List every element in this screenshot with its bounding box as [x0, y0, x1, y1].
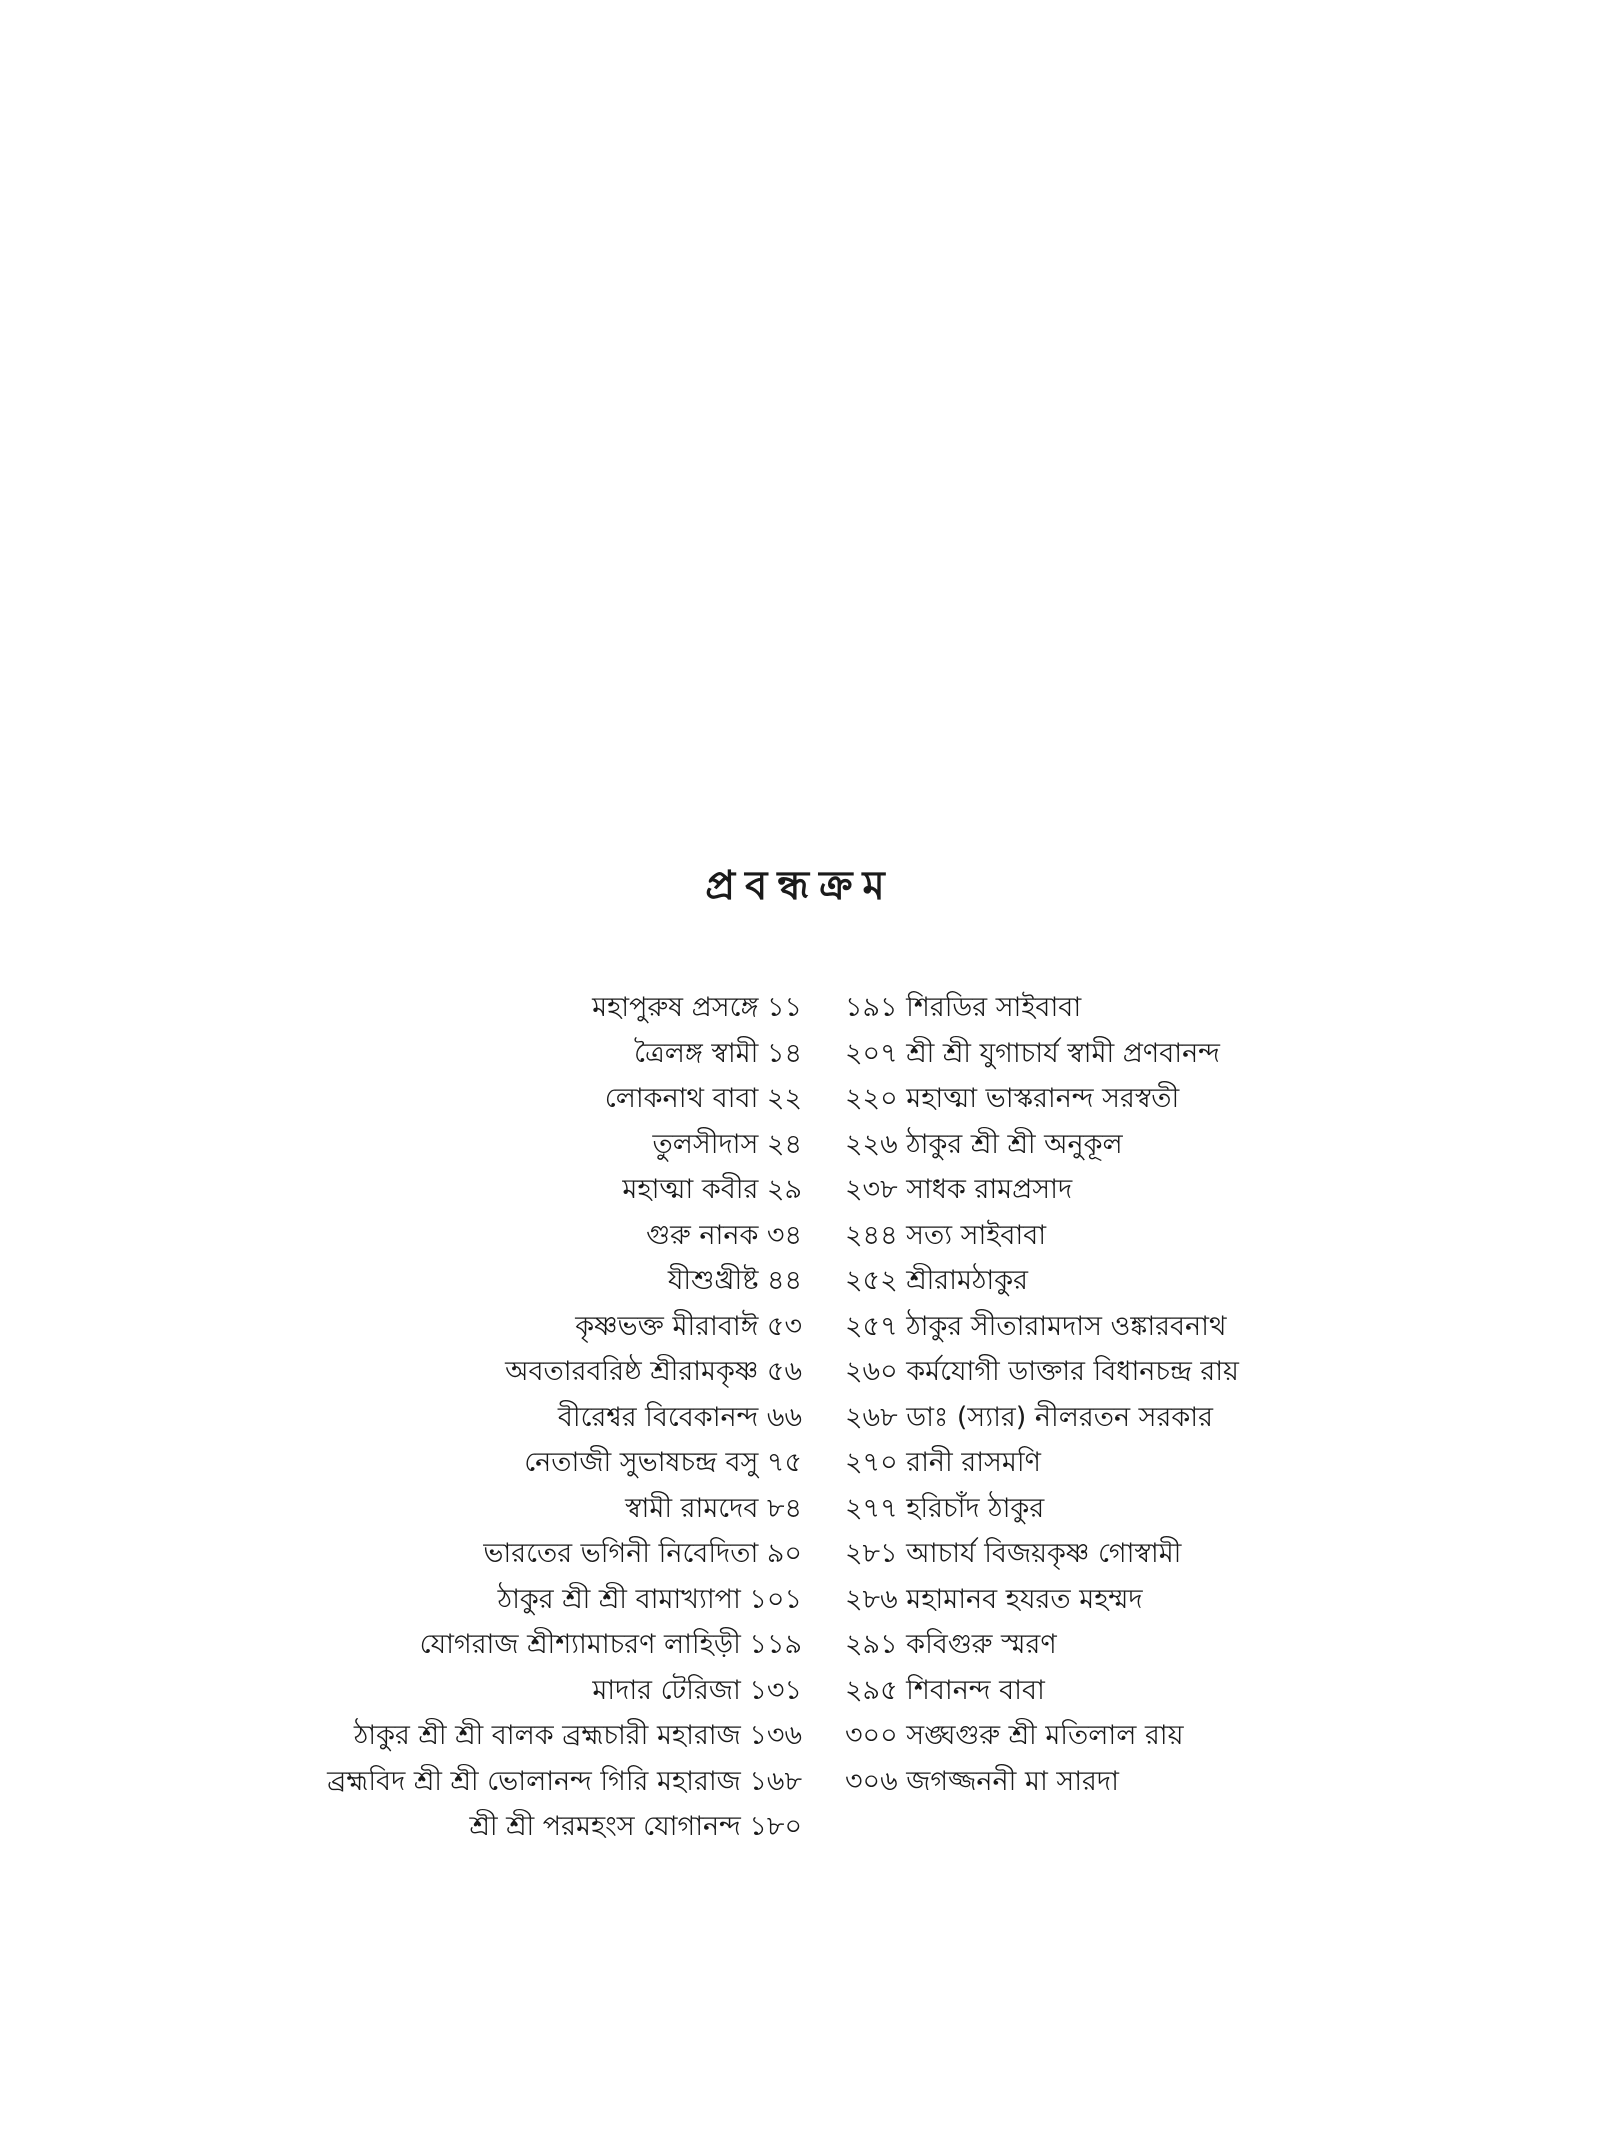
toc-entry: স্বামী রামদেব ৮৪ [625, 1492, 802, 1524]
toc-entry: কৃষ্ণভক্ত মীরাবাঈ ৫৩ [575, 1310, 802, 1342]
toc-entry: ২৩৮ সাধক রামপ্রসাদ [845, 1174, 1073, 1205]
toc-entry: ২৫২ শ্রীরামঠাকুর [845, 1265, 1028, 1296]
toc-entry: ২৬৮ ডাঃ (স্যার) নীলরতন সরকার [845, 1401, 1213, 1433]
toc-entry: ভারতের ভগিনী নিবেদিতা ৯০ [483, 1538, 802, 1569]
toc-entry: মহাপুরুষ প্রসঙ্গে ১১ [592, 992, 802, 1023]
toc-entry: বীরেশ্বর বিবেকানন্দ ৬৬ [557, 1401, 802, 1433]
toc-entry: ত্রৈলঙ্গ স্বামী ১৪ [634, 1037, 802, 1069]
toc-entry: ২৯৫ শিবানন্দ বাবা [845, 1674, 1045, 1706]
toc-entry: ২৯১ কবিগুরু স্মরণ [845, 1629, 1057, 1660]
page-title: প্রবন্ধক্রম [705, 862, 895, 909]
toc-left-column [327, 985, 802, 1850]
toc-entry: অবতারবরিষ্ঠ শ্রীরামকৃষ্ণ ৫৬ [505, 1356, 802, 1387]
toc-entry: ২০৭ শ্রী শ্রী যুগাচার্য স্বামী প্রণবানন্দ [845, 1037, 1220, 1069]
toc-entry: ২৬০ কর্মযোগী ডাক্তার বিধানচন্দ্র রায় [845, 1356, 1239, 1387]
toc-entry: ২৭৭ হরিচাঁদ ঠাকুর [845, 1492, 1045, 1524]
toc-entry: শ্রী শ্রী পরমহংস যোগানন্দ ১৮০ [469, 1811, 802, 1842]
toc-entry: ৩০৬ জগজ্জননী মা সারদা [845, 1765, 1119, 1797]
toc-entry: নেতাজী সুভাষচন্দ্র বসু ৭৫ [524, 1447, 802, 1478]
toc-entry: ২৫৭ ঠাকুর সীতারামদাস ওঙ্কারবনাথ [845, 1310, 1227, 1342]
toc-right-column [845, 985, 1239, 1804]
toc-entry: তুলসীদাস ২৪ [652, 1128, 802, 1160]
toc-entry: মহাত্মা কবীর ২৯ [622, 1174, 802, 1205]
toc-entry: ২২৬ ঠাকুর শ্রী শ্রী অনুকূল [845, 1128, 1123, 1160]
toc-entry: ২২০ মহাত্মা ভাস্করানন্দ সরস্বতী [845, 1083, 1180, 1114]
toc-entry: ২৭০ রানী রাসমণি [845, 1447, 1041, 1478]
toc-entry: ১৯১ শিরডির সাইবাবা [845, 992, 1082, 1023]
toc-entry: যোগরাজ শ্রীশ্যামাচরণ লাহিড়ী ১১৯ [419, 1629, 802, 1660]
toc-entry: লোকনাথ বাবা ২২ [604, 1083, 802, 1114]
toc-entry: ঠাকুর শ্রী শ্রী বালক ব্রহ্মচারী মহারাজ ১৩৬ [353, 1720, 802, 1751]
toc-entry: ৩০০ সঙ্ঘগুরু শ্রী মতিলাল রায় [845, 1720, 1184, 1751]
toc-entry: মাদার টেরিজা ১৩১ [592, 1674, 802, 1706]
toc-entry: ঠাকুর শ্রী শ্রী বামাখ্যাপা ১০১ [497, 1583, 802, 1615]
toc-entry: গুরু নানক ৩৪ [646, 1219, 802, 1251]
toc-entry: যীশুখ্রীষ্ট ৪৪ [667, 1265, 802, 1296]
toc-entry: ব্রহ্মবিদ শ্রী শ্রী ভোলানন্দ গিরি মহারাজ ১৬৮ [327, 1765, 802, 1797]
toc-entry: ২৪৪ সত্য সাইবাবা [845, 1219, 1047, 1251]
toc-entry: ২৮১ আচার্য বিজয়কৃষ্ণ গোস্বামী [845, 1538, 1182, 1569]
toc-entry: ২৮৬ মহামানব হযরত মহম্মদ [845, 1583, 1143, 1615]
